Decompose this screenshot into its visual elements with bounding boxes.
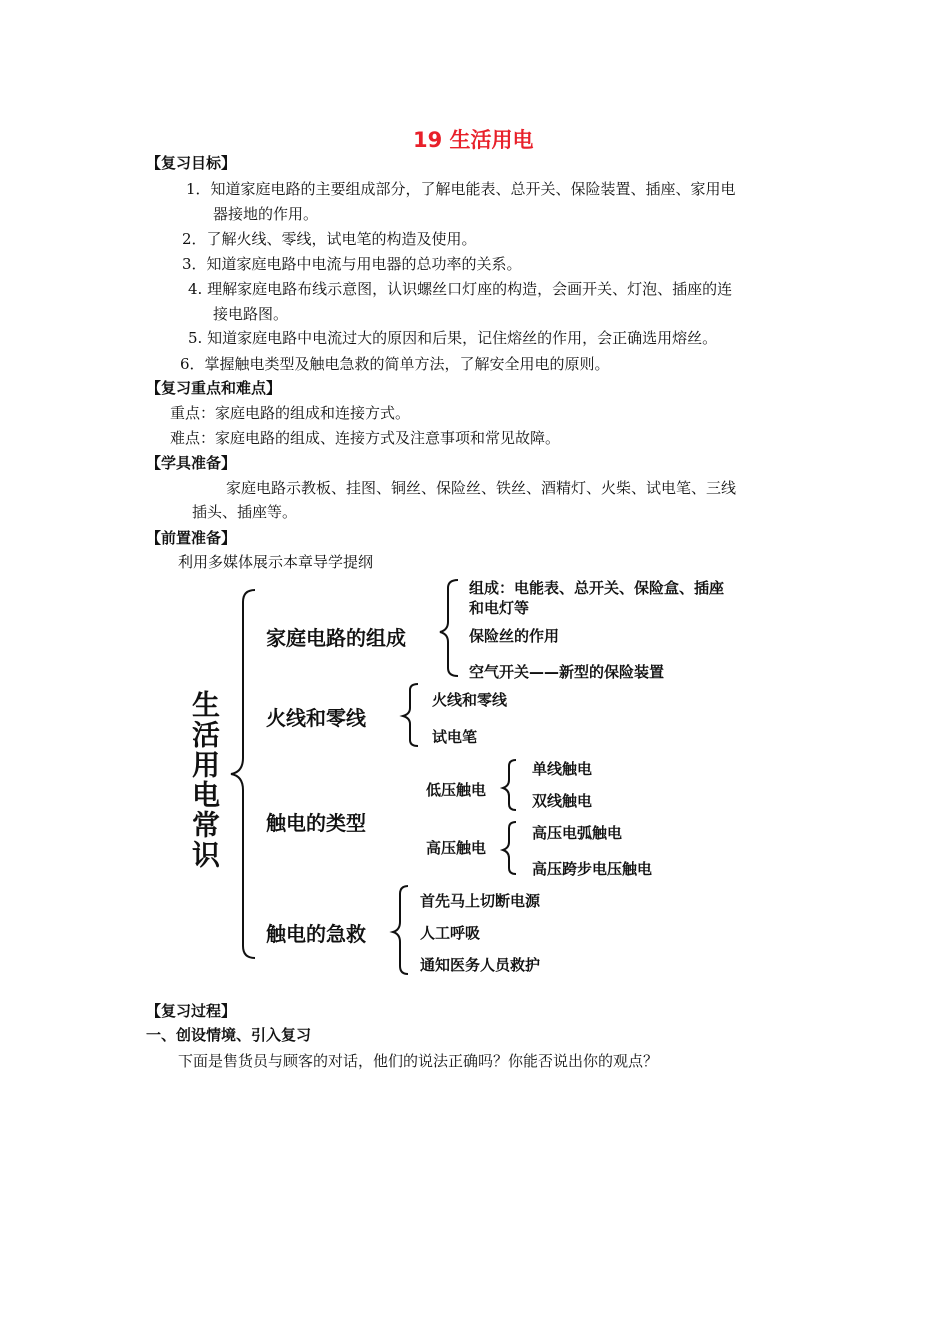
branch1-item-2: 保险丝的作用 <box>469 627 560 645</box>
high-voltage-label: 高压触电 <box>426 839 487 857</box>
process-section-1: 一、创设情境、引入复习 <box>146 1026 312 1044</box>
branch1-brace <box>440 580 458 676</box>
branch4-item-3: 通知医务人员救护 <box>420 956 541 974</box>
branch4-label: 触电的急救 <box>266 922 366 946</box>
branch4-item-2: 人工呼吸 <box>420 924 481 942</box>
keypoints-heading: 【复习重点和难点】 <box>146 379 282 397</box>
low-brace <box>503 760 516 810</box>
low-item-1: 单线触电 <box>532 760 593 778</box>
prep-heading: 【前置准备】 <box>146 529 237 547</box>
difficulty-text: 难点：家庭电路的组成、连接方式及注意事项和常见故障。 <box>170 429 561 447</box>
low-voltage-label: 低压触电 <box>426 781 487 799</box>
branch1-item-1-cont: 和电灯等 <box>469 599 530 617</box>
goal-item-4: 4. 理解家庭电路布线示意图，认识螺丝口灯座的构造，会画开关、灯泡、插座的连 <box>188 280 733 298</box>
branch1-item-1: 组成：电能表、总开关、保险盒、插座 <box>469 579 725 597</box>
branch2-item-1: 火线和零线 <box>432 691 508 709</box>
branch4-item-1: 首先马上切断电源 <box>420 892 541 910</box>
materials-line1: 家庭电路示教板、挂图、铜丝、保险丝、铁丝、酒精灯、火柴、试电笔、三线 <box>226 479 737 497</box>
branch1-label: 家庭电路的组成 <box>266 626 406 650</box>
process-text: 下面是售货员与顾客的对话，他们的说法正确吗？你能否说出你的观点？ <box>178 1052 659 1070</box>
materials-line2: 插头、插座等。 <box>192 503 298 521</box>
page-title: 19 生活用电 <box>413 128 534 152</box>
high-brace <box>503 822 516 874</box>
branch4-brace <box>393 886 408 974</box>
materials-heading: 【学具准备】 <box>146 454 237 472</box>
root-brace <box>231 590 255 958</box>
goal-item-1: 1．知道家庭电路的主要组成部分，了解电能表、总开关、保险装置、插座、家用电 <box>186 180 736 198</box>
high-item-2: 高压跨步电压触电 <box>532 860 653 878</box>
branch2-item-2: 试电笔 <box>432 728 478 746</box>
process-heading: 【复习过程】 <box>146 1002 237 1020</box>
goal-item-1-cont: 器接地的作用。 <box>213 205 319 223</box>
focus-text: 重点：家庭电路的组成和连接方式。 <box>170 404 411 422</box>
goal-item-6: 6．掌握触电类型及触电急救的简单方法，了解安全用电的原则。 <box>180 355 610 373</box>
low-item-2: 双线触电 <box>532 792 593 810</box>
goal-item-4-cont: 接电路图。 <box>213 305 289 323</box>
goal-item-2: 2．了解火线、零线，试电笔的构造及使用。 <box>182 230 477 248</box>
branch3-label: 触电的类型 <box>266 811 366 835</box>
goals-heading: 【复习目标】 <box>146 154 237 172</box>
high-item-1: 高压电弧触电 <box>532 824 623 842</box>
goal-item-3: 3．知道家庭电路中电流与用电器的总功率的关系。 <box>182 255 522 273</box>
branch1-item-3: 空气开关——新型的保险装置 <box>469 663 665 681</box>
prep-text: 利用多媒体展示本章导学提纲 <box>178 553 374 571</box>
branch2-brace <box>403 684 418 746</box>
branch2-label: 火线和零线 <box>266 706 366 730</box>
mindmap-root: 生活用电常识 <box>188 690 221 870</box>
goal-item-5: 5. 知道家庭电路中电流过大的原因和后果，记住熔丝的作用，会正确选用熔丝。 <box>188 329 718 347</box>
